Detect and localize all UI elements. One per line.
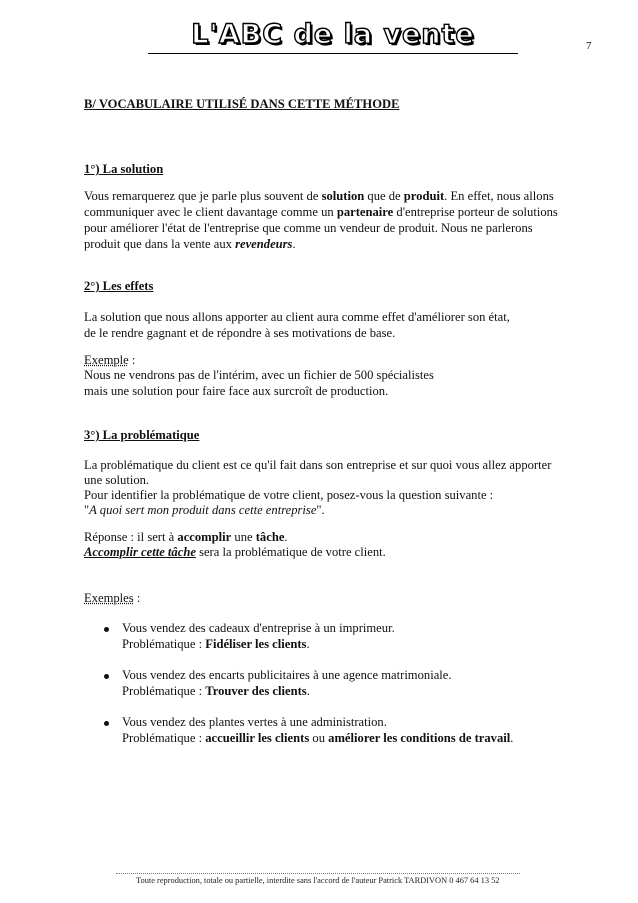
text-bold: produit [403, 189, 445, 203]
heading-problematique: 3°) La problématique [84, 428, 200, 442]
text-run: . [284, 530, 288, 544]
text-run: que de [364, 189, 404, 203]
text-run: une [231, 530, 256, 544]
text-run: Réponse : il sert à [84, 530, 178, 544]
list-item-detail [122, 731, 513, 746]
text-run: Problématique : [122, 731, 206, 745]
footer-copyright: Toute reproduction, totale ou partielle, interdite sans l'accord de l'auteur Patrick TARDIVON 0 467 64 13 52 [136, 876, 500, 885]
heading-effets: 2°) Les effets [84, 279, 154, 293]
paragraph-line: une solution. [84, 473, 150, 487]
text-run: : [133, 591, 141, 605]
text-bold: tâche [255, 530, 285, 544]
text-run: . [306, 684, 310, 698]
example-label [84, 353, 135, 368]
text-run: Problématique : [122, 684, 206, 698]
document-logo: L'ABC de la vente [191, 19, 475, 50]
paragraph-line: pour améliorer l'état de l'entreprise que comme un vendeur de produit. Nous ne parlerons [84, 221, 533, 235]
text-run: sera la problématique de votre client. [195, 545, 386, 559]
text-run: . En effet, nous allons [444, 189, 554, 203]
bullet-icon [104, 721, 109, 726]
answer-line [84, 545, 386, 560]
text-run: Exemples [84, 591, 134, 605]
text-bold: accomplir [177, 530, 232, 544]
text-run: ". [316, 503, 325, 517]
paragraph-line [84, 237, 296, 252]
text-bold: partenaire [336, 205, 394, 219]
text-bold: solution [321, 189, 365, 203]
paragraph-line: Pour identifier la problématique de votre client, posez-vous la question suivante : [84, 488, 494, 502]
paragraph-line [84, 205, 558, 220]
paragraph-line: La solution que nous allons apporter au client aura comme effet d'améliorer son état, [84, 310, 510, 324]
question-line [84, 503, 325, 518]
text-run: d'entreprise porteur de solutions [393, 205, 558, 219]
list-item: Vous vendez des cadeaux d'entreprise à un imprimeur. [122, 621, 395, 635]
examples-label [84, 591, 140, 606]
text-run: : [128, 353, 136, 367]
paragraph-line: mais une solution pour faire face aux surcroît de production. [84, 384, 389, 398]
text-run: . [306, 637, 310, 651]
text-bold-italic: revendeurs [235, 237, 293, 251]
header-rule [148, 53, 518, 54]
paragraph-line: Nous ne vendrons pas de l'intérim, avec un fichier de 500 spécialistes [84, 368, 434, 382]
text-run: ou [309, 731, 329, 745]
list-item: Vous vendez des plantes vertes à une administration. [122, 715, 387, 729]
text-bold-italic: Accomplir cette tâche [84, 545, 196, 559]
answer-line [84, 530, 288, 545]
section-title: B/ VOCABULAIRE UTILISÉ DANS CETTE MÉTHODE [84, 97, 400, 111]
page-number: 7 [586, 40, 592, 52]
text-run: Exemple [84, 353, 129, 367]
footer-rule [116, 873, 520, 874]
list-item: Vous vendez des encarts publicitaires à une agence matrimoniale. [122, 668, 452, 682]
text-bold: améliorer les conditions de travail [328, 731, 511, 745]
text-run: produit que dans la vente aux [84, 237, 236, 251]
heading-solution: 1°) La solution [84, 162, 164, 176]
text-run: . [292, 237, 296, 251]
text-run: Vous remarquerez que je parle plus souvent de [84, 189, 322, 203]
text-run: communiquer avec le client davantage comme un [84, 205, 337, 219]
text-bold: Fidéliser les clients [205, 637, 307, 651]
list-item-detail [122, 637, 310, 652]
list-item-detail [122, 684, 310, 699]
text-italic: A quoi sert mon produit dans cette entreprise [89, 503, 317, 517]
text-run: " [84, 503, 90, 517]
paragraph-line: La problématique du client est ce qu'il fait dans son entreprise et sur quoi vous allez apporter [84, 458, 552, 472]
text-run: Problématique : [122, 637, 206, 651]
bullet-icon [104, 627, 109, 632]
text-run: . [510, 731, 514, 745]
text-bold: accueillir les clients [205, 731, 310, 745]
bullet-icon [104, 674, 109, 679]
paragraph-line [84, 189, 554, 204]
paragraph-line: de le rendre gagnant et de répondre à ses motivations de base. [84, 326, 396, 340]
text-bold: Trouver des clients [205, 684, 307, 698]
